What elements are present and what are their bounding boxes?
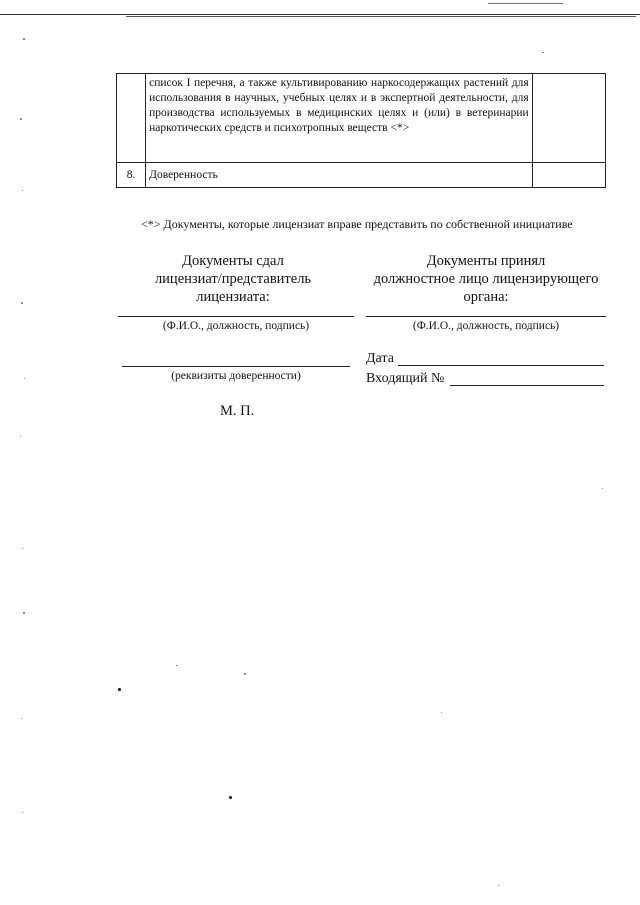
proxy-details-line[interactable] <box>122 366 350 367</box>
official-signature-caption: (Ф.И.О., должность, подпись) <box>412 320 560 332</box>
scan-speck <box>22 190 23 191</box>
table-row <box>117 163 606 188</box>
row-mark-cell <box>532 163 605 188</box>
scan-speck <box>23 38 25 40</box>
row-number <box>117 74 146 163</box>
accepted-by-line3: органа: <box>463 289 509 305</box>
scan-speck <box>20 436 21 437</box>
scan-speck <box>21 302 23 304</box>
submitter-signature-line[interactable] <box>118 316 354 317</box>
scan-speck <box>20 118 22 120</box>
documents-table <box>116 73 606 188</box>
scan-speck <box>498 885 499 886</box>
stamp-place-label: М. П. <box>220 403 255 419</box>
footnote: <*> Документы, которые лицензиат вправе представить по собственной инициативе <box>141 217 573 231</box>
submitted-by-line1: Документы сдал <box>182 253 284 269</box>
scan-speck <box>23 612 25 614</box>
scan-speck <box>441 712 442 713</box>
row-mark-cell <box>532 74 605 163</box>
proxy-details-caption: (реквизиты доверенности) <box>171 370 301 382</box>
scan-speck <box>602 488 603 489</box>
official-signature-line[interactable] <box>366 316 606 317</box>
scan-speck <box>22 548 23 549</box>
scan-speck <box>24 378 25 379</box>
date-field-line[interactable] <box>398 365 604 366</box>
accepted-by-line2: должностное лицо лицензирующего <box>373 271 599 287</box>
scan-speck <box>118 688 121 691</box>
header-rule-secondary <box>126 16 636 17</box>
header-scan-line <box>488 3 563 4</box>
scan-speck <box>229 796 232 799</box>
submitter-signature-caption: (Ф.И.О., должность, подпись) <box>162 320 310 332</box>
scan-speck <box>22 812 23 813</box>
incoming-number-field-line[interactable] <box>450 385 604 386</box>
row-text: Доверенность <box>146 163 533 188</box>
row-number: 8. <box>117 163 146 188</box>
submitted-by-line3: лицензиата: <box>196 289 270 305</box>
incoming-number-label: Входящий № <box>366 371 445 386</box>
date-label: Дата <box>366 351 394 366</box>
header-rule <box>0 14 640 15</box>
table-row <box>117 74 606 163</box>
row-text: список I перечня, а также культивированию наркосодержащих растений для использования в научных, учебных целях и в экспертной деятельности, для производства используемых в медицинских целях и (или) в ветеринарии наркотических средств и психотропных веществ <*> <box>146 74 533 163</box>
scan-speck <box>244 673 246 675</box>
submitted-by-heading <box>128 252 338 306</box>
scan-speck <box>542 52 544 53</box>
accepted-by-line1: Документы принял <box>426 253 546 269</box>
scan-speck <box>21 718 22 719</box>
submitted-by-line2: лицензиат/представитель <box>154 271 312 287</box>
scan-speck <box>176 665 178 666</box>
accepted-by-heading <box>366 252 606 306</box>
